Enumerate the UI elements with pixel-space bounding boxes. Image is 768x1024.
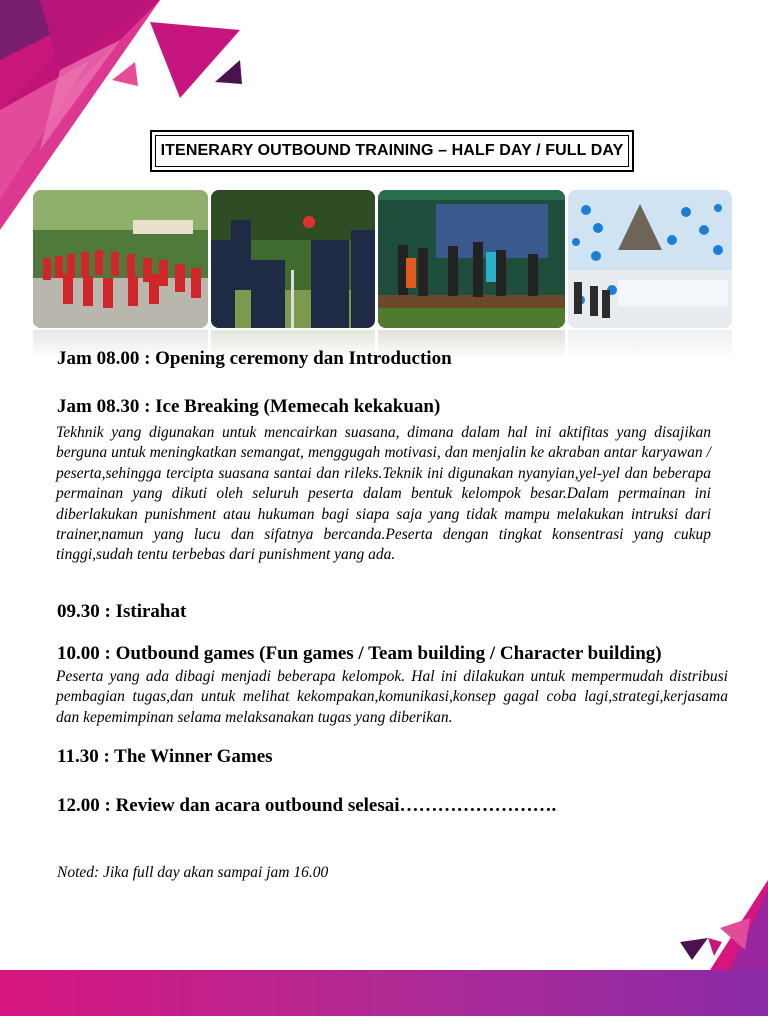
photo-ball-game	[211, 190, 375, 328]
outbound-games-description: Peserta yang ada dibagi menjadi beberapa kelompok. Hal ini dilakukan untuk mempermudah distribusi pembagian tugas,dan untuk melihat kekompakan,komunikasi,konsep gagal coba lagi,strategi,kerjasama dan kepemimpinan selama melaksanakan tugas yang diberikan.	[56, 668, 728, 726]
title-box	[150, 130, 634, 172]
page-title: ITENERARY OUTBOUND TRAINING – HALF DAY / FULL DAY	[160, 142, 624, 159]
schedule-winner-games: 11.30 : The Winner Games	[57, 746, 273, 767]
photo-stage-performance	[378, 190, 565, 328]
schedule-outbound-games: 10.00 : Outbound games (Fun games / Team building / Character building)	[57, 643, 662, 664]
photo-red-shirt-circle	[33, 190, 208, 328]
schedule-ice-breaking: Jam 08.30 : Ice Breaking (Memecah kekakuan)	[57, 396, 441, 417]
bottom-gradient-band	[0, 970, 768, 1016]
schedule-opening: Jam 08.00 : Opening ceremony dan Introduction	[57, 348, 452, 369]
schedule-break: 09.30 : Istirahat	[57, 601, 187, 622]
title-inner-frame	[155, 135, 629, 167]
decorative-triangles-bottom-right	[670, 880, 768, 970]
photo-reflection-4	[568, 330, 732, 360]
full-day-note: Noted: Jika full day akan sampai jam 16.00	[57, 864, 329, 881]
schedule-review: 12.00 : Review dan acara outbound selesai…………………….	[57, 795, 557, 816]
photo-balloons-temple	[568, 190, 732, 328]
ice-breaking-description: Tekhnik yang digunakan untuk mencairkan suasana, dimana dalam hal ini aktifitas yang disajikan berguna untuk meningkatkan semangat, menggugah motivasi, dan menjalin ke akraban antar karyawan / peserta,sehingga tercipta suasana santai dan rileks.Teknik ini digunakan nyanyian,yel-yel dan beberapa permainan yang dikuti oleh seluruh peserta dalam bentuk kelompok besar.Dalam permainan ini diberlakukan punishment atau hukuman bagi siapa saja yang tidak mampu melakukan intruksi dari trainer,namun yang lucu dan sifatnya bercanda.Peserta dengan tingkat konsentrasi yang cukup tinggi,sudah tentu terbebas dari punishment yang ada.	[56, 424, 711, 564]
